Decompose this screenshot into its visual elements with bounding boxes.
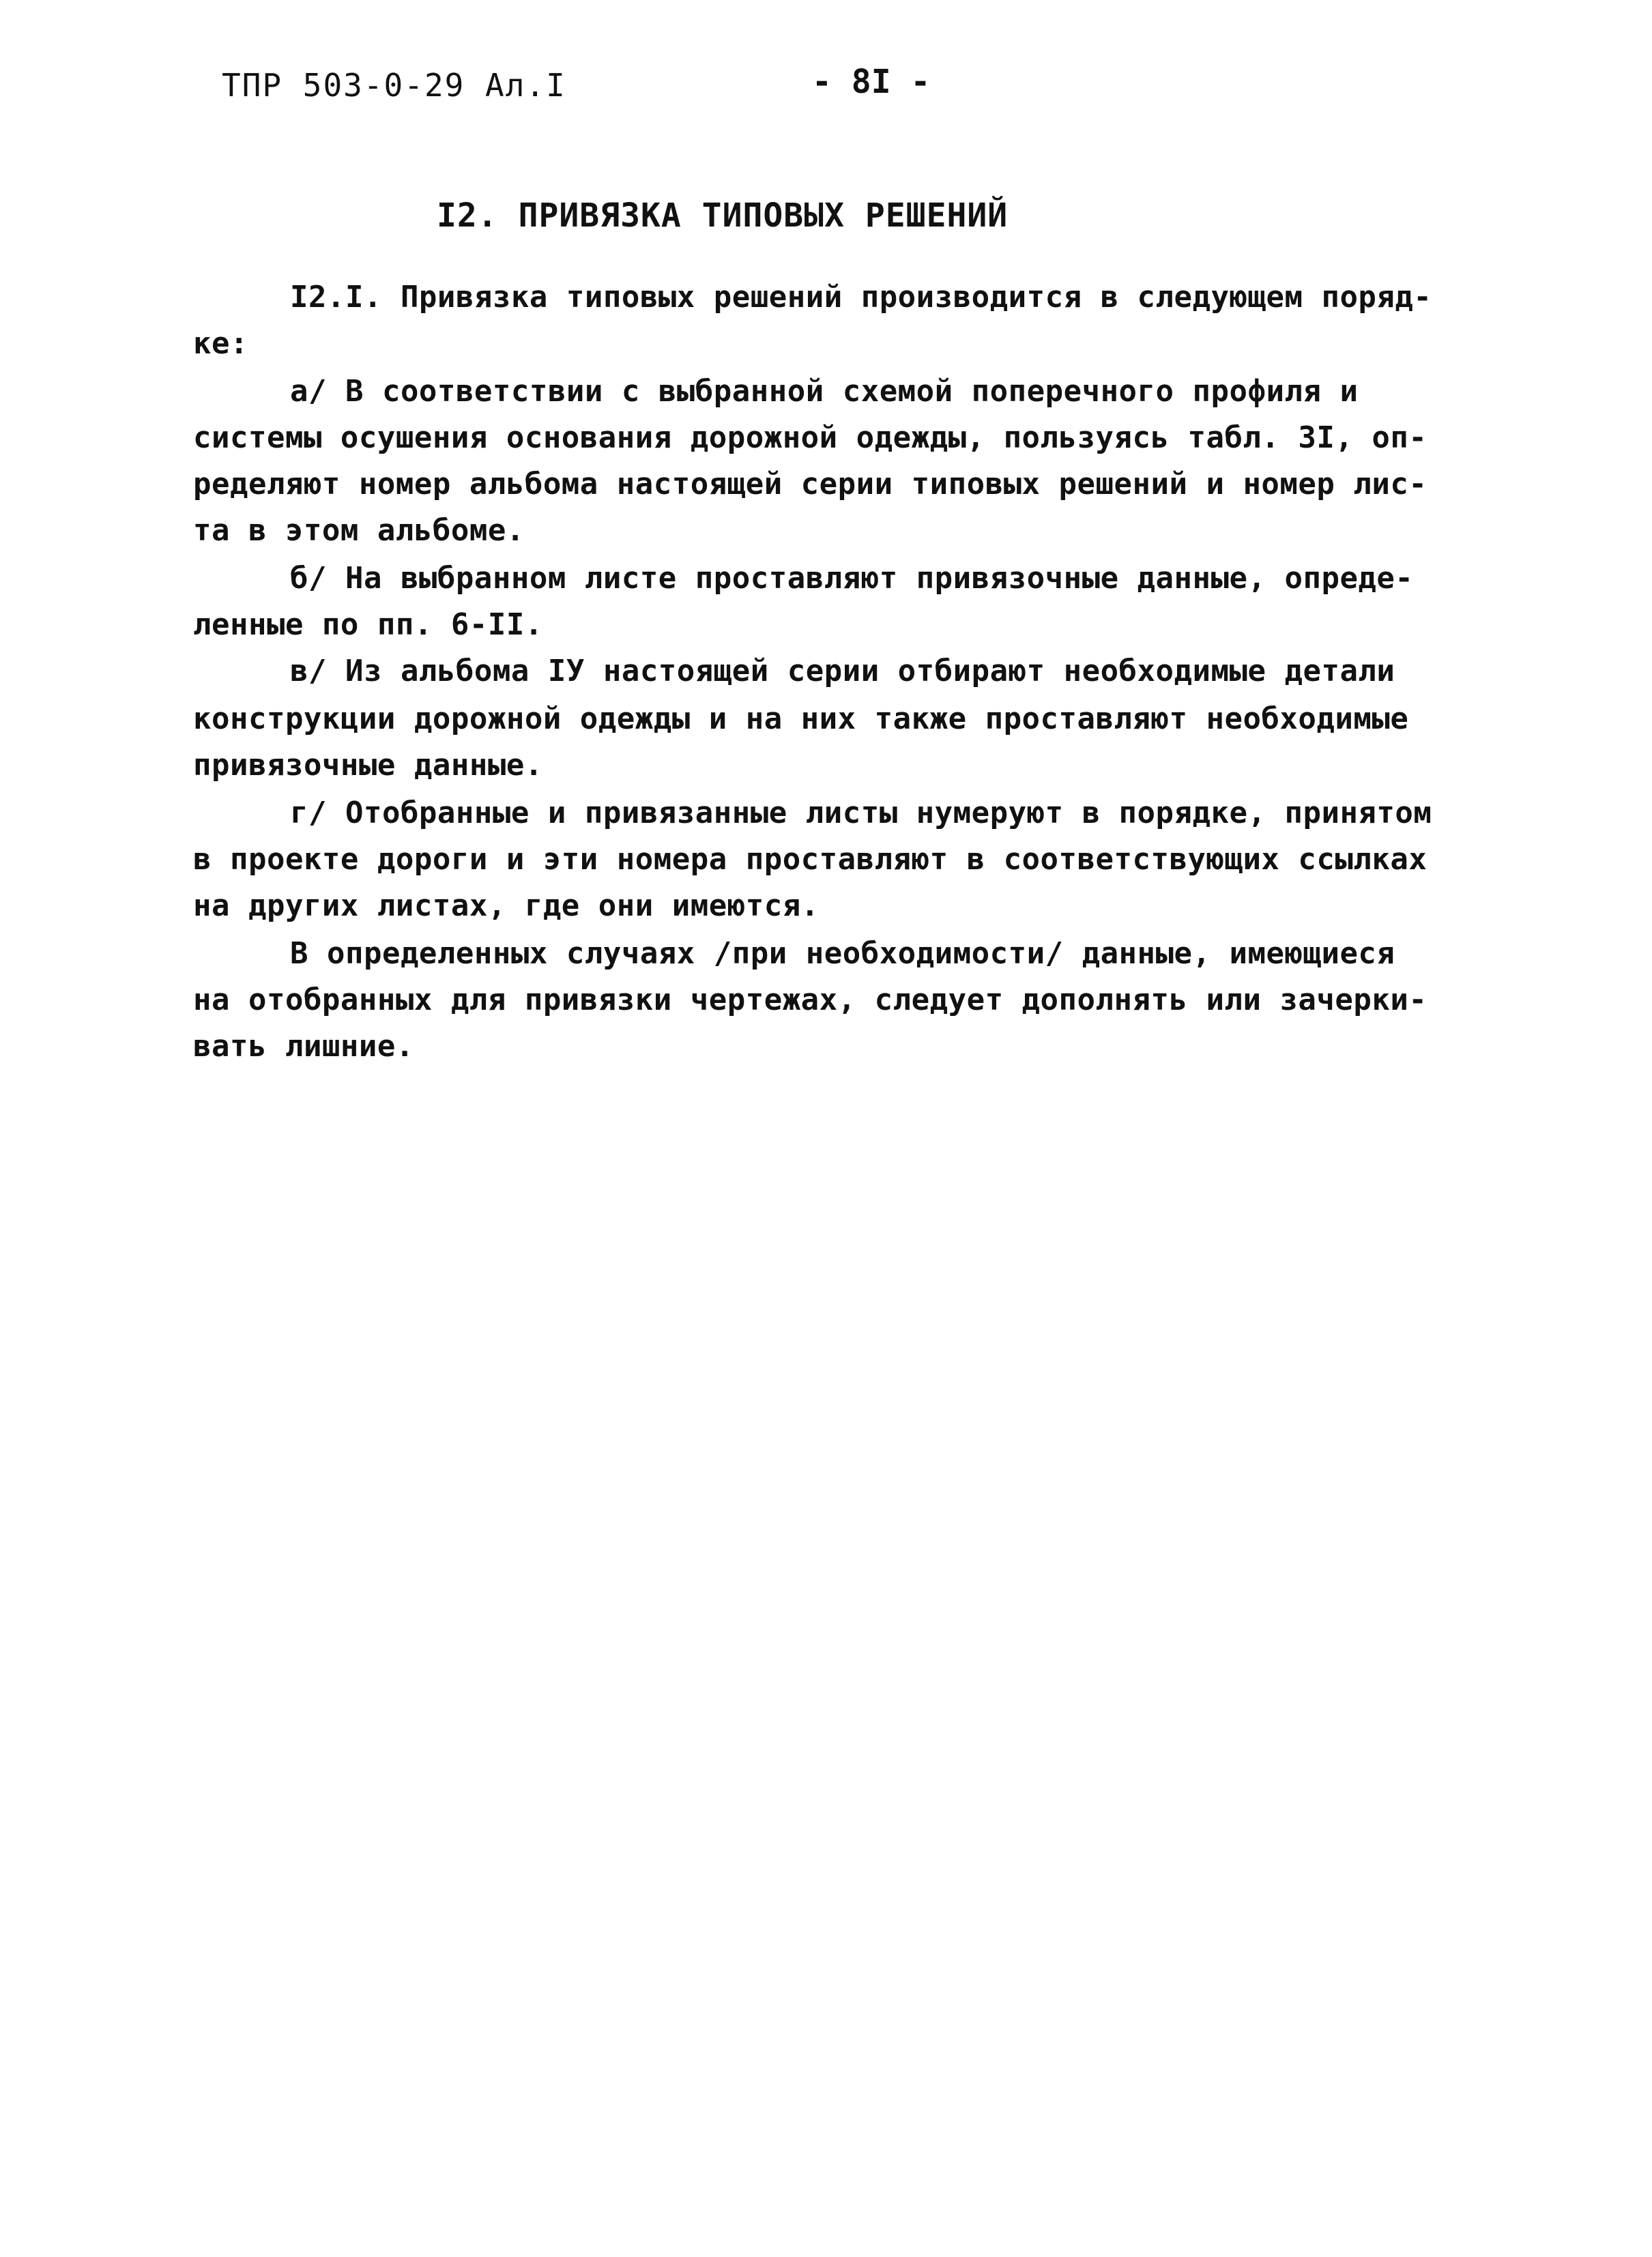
paragraph-line: вать лишние. — [193, 1029, 414, 1064]
paragraph-line: I2.I. Привязка типовых решений производится в следующем поряд- — [290, 280, 1432, 315]
paragraph-line: системы осушения основания дорожной одежды, пользуясь табл. 3I, оп- — [193, 420, 1428, 455]
paragraph-line: та в этом альбоме. — [193, 513, 525, 548]
page-number: - 8I - — [812, 63, 931, 101]
paragraph-line: в/ Из альбома IУ настоящей серии отбирают необходимые детали — [290, 654, 1395, 688]
paragraph-line: ределяют номер альбома настоящей серии типовых решений и номер лис- — [193, 467, 1428, 501]
paragraph-line: на других листах, где они имеются. — [193, 888, 820, 923]
paragraph-line: на отобранных для привязки чертежах, следует дополнять или зачерки- — [193, 982, 1428, 1017]
section-title: I2. ПРИВЯЗКА ТИПОВЫХ РЕШЕНИЙ — [437, 196, 1009, 235]
paragraph-line: г/ Отобранные и привязанные листы нумеруют в порядке, принятом — [290, 796, 1432, 830]
document-code: ТПР 503-0-29 Ал.I — [222, 67, 566, 104]
paragraph-line: привязочные данные. — [193, 748, 543, 783]
paragraph-line: конструкции дорожной одежды и на них также проставляют необходимые — [193, 701, 1409, 736]
paragraph-line: ленные по пп. 6-II. — [193, 607, 543, 642]
paragraph-line: В определенных случаях /при необходимости/ данные, имеющиеся — [290, 936, 1395, 971]
paragraph-line: б/ На выбранном листе проставляют привязочные данные, опреде- — [290, 561, 1414, 596]
paragraph-line: а/ В соответствии с выбранной схемой поперечного профиля и — [290, 374, 1359, 409]
paragraph-line: в проекте дороги и эти номера проставляют в соответствующих ссылках — [193, 842, 1428, 877]
paragraph-line: ке: — [193, 326, 248, 361]
